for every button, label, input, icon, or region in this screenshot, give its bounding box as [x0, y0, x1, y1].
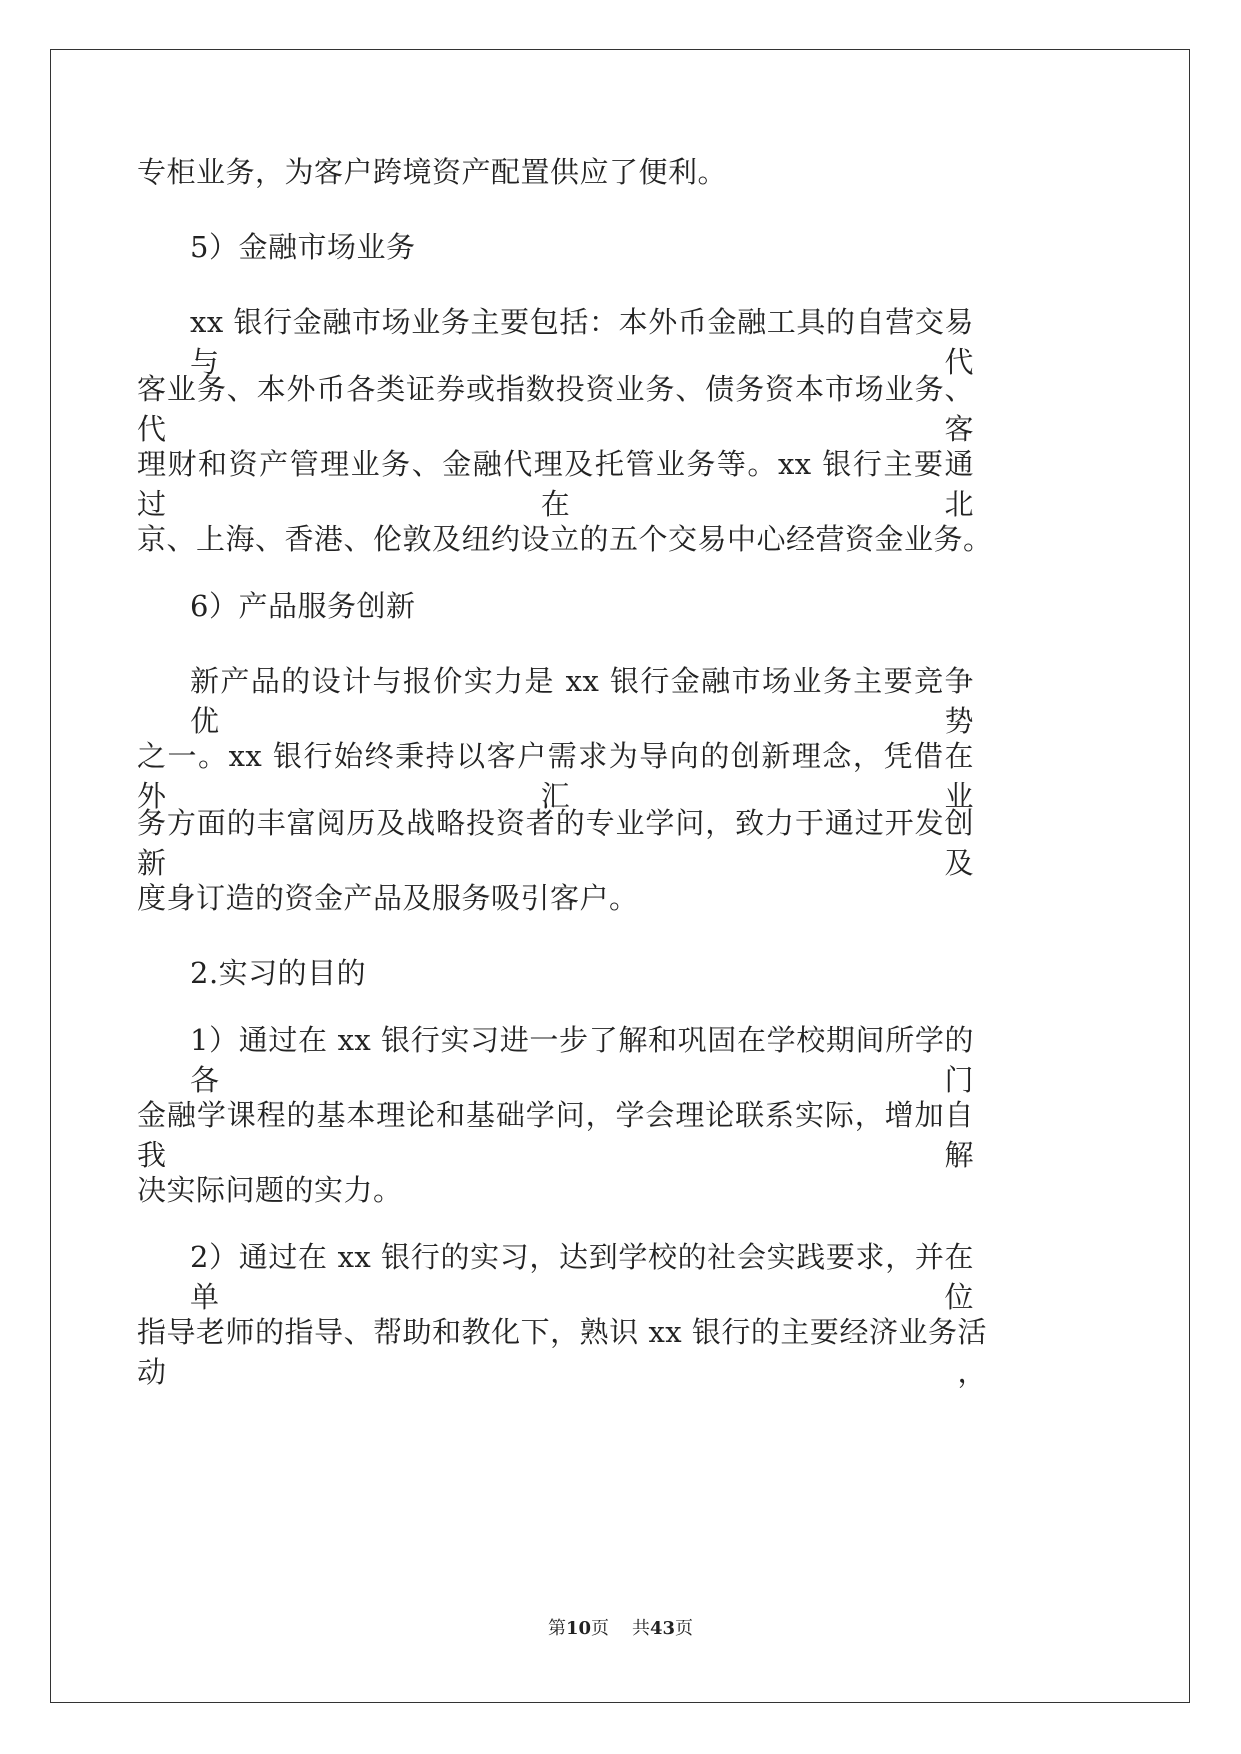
- section-heading: 2.实习的目的: [190, 956, 367, 990]
- text-line: 新产品的设计与报价实力是 xx 银行金融市场业务主要竞争优势: [190, 664, 974, 738]
- page-footer: [0, 1617, 1241, 1641]
- text-line: 之一。xx 银行始终秉持以客户需求为导向的创新理念，凭借在外汇业: [137, 739, 974, 813]
- text-line: 决实际问题的实力。: [137, 1173, 403, 1207]
- text-line: 金融学课程的基本理论和基础学问，学会理论联系实际，增加自我解: [137, 1098, 974, 1172]
- section-heading: 6）产品服务创新: [190, 589, 416, 623]
- section-heading: 5）金融市场业务: [190, 230, 416, 264]
- footer-total-unit: 页: [675, 1618, 693, 1639]
- text-line: 度身订造的资金产品及服务吸引客户。: [137, 881, 639, 915]
- total-page-count: 43: [649, 1618, 675, 1639]
- footer-prefix: 第: [547, 1618, 566, 1639]
- text-line: 1）通过在 xx 银行实习进一步了解和巩固在学校期间所学的各门: [190, 1023, 974, 1097]
- text-line: 理财和资产管理业务、金融代理及托管业务等。xx 银行主要通过在北: [137, 447, 974, 521]
- text-line: 2）通过在 xx 银行的实习，达到学校的社会实践要求，并在单位: [190, 1240, 974, 1314]
- text-line: 客业务、本外币各类证券或指数投资业务、债务资本市场业务、代客: [137, 372, 974, 446]
- footer-total-prefix: 共: [631, 1618, 650, 1639]
- text-line: 指导老师的指导、帮助和教化下，熟识 xx 银行的主要经济业务活动，: [137, 1315, 987, 1389]
- text-line: 专柜业务，为客户跨境资产配置供应了便利。: [137, 155, 728, 189]
- footer-page-unit: 页: [591, 1618, 610, 1639]
- text-line: 京、上海、香港、伦敦及纽约设立的五个交易中心经营资金业务。: [137, 522, 993, 556]
- text-line: xx 银行金融市场业务主要包括：本外币金融工具的自营交易与代: [190, 305, 974, 379]
- text-line: 务方面的丰富阅历及战略投资者的专业学问，致力于通过开发创新及: [137, 806, 974, 880]
- current-page-number: 10: [565, 1618, 592, 1639]
